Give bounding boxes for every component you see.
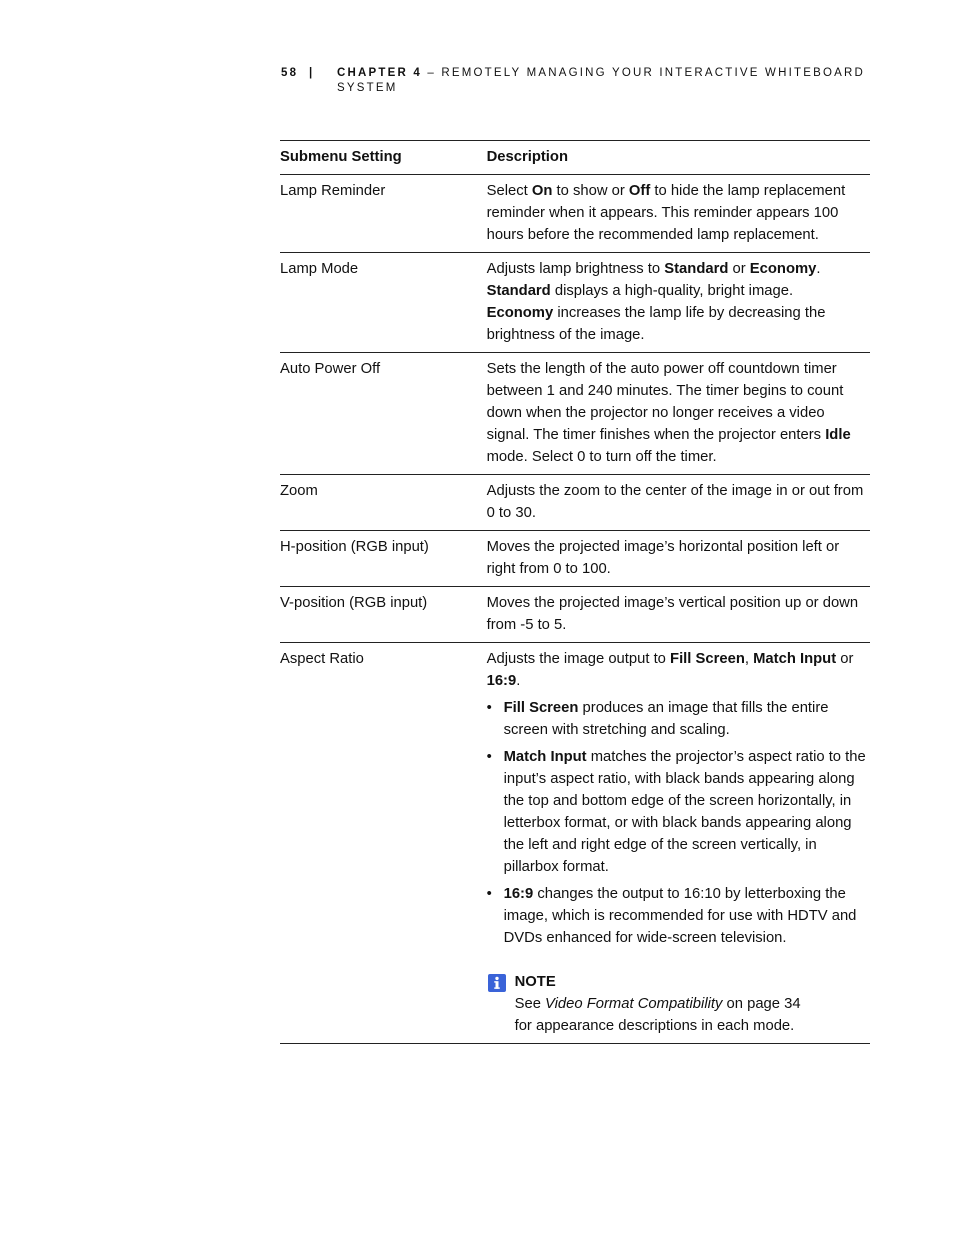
text: produces an image that fills the entire screen with stretching and scaling. (503, 700, 829, 738)
chapter-title (337, 66, 877, 96)
bold-term: Economy (749, 261, 817, 277)
setting-cell: Lamp Reminder (280, 175, 487, 253)
text: Sets the length of the auto power off countdown timer between 1 and 240 minutes. The timer begins to count down when the projector no longer receives a video signal. The timer finishes when the projector enters (486, 361, 844, 443)
note-title: NOTE (514, 974, 556, 990)
text: to show or (552, 183, 629, 199)
setting-cell: Zoom (280, 475, 487, 531)
description-cell: Moves the projected image’s horizontal position left or right from 0 to 100. (487, 531, 870, 587)
setting-cell: Lamp Mode (280, 253, 487, 353)
text: for appearance descriptions in each mode. (514, 1018, 795, 1034)
description-cell: Adjusts the zoom to the center of the image in or out from 0 to 30. (487, 475, 870, 531)
chapter-title-text: – REMOTELY MANAGING YOUR INTERACTIVE WHITEBOARD SYSTEM (337, 67, 865, 94)
bold-term: Match Input (503, 749, 587, 765)
text: matches the projector’s aspect ratio to the input’s aspect ratio, with black bands appearing along the top and bottom edge of the screen horizontally, in letterbox format, or with black bands appearing along the left and right edge of the screen vertically, in pillarbox format. (503, 749, 866, 875)
header-separator: | (309, 67, 315, 79)
description-cell (487, 253, 870, 353)
table-row (280, 587, 870, 643)
note-box (487, 971, 870, 1037)
table-row (280, 531, 870, 587)
column-header-description: Description (487, 141, 870, 175)
text: increases the lamp life by decreasing the brightness of the image. (486, 305, 826, 343)
bold-term: Standard (664, 261, 729, 277)
text: or (728, 261, 750, 277)
bold-term: Fill Screen (670, 651, 745, 667)
cross-reference: Video Format Compatibility (545, 996, 723, 1012)
bullet: • (486, 700, 492, 716)
text: on page 34 (722, 996, 801, 1012)
bullet: • (486, 886, 492, 902)
description-cell (487, 175, 870, 253)
setting-cell: Aspect Ratio (280, 643, 487, 1044)
setting-cell: H-position (RGB input) (280, 531, 487, 587)
column-header-setting: Submenu Setting (280, 141, 487, 175)
text: mode. Select 0 to turn off the timer. (486, 449, 717, 465)
text: . (516, 673, 521, 689)
list-item (487, 697, 870, 741)
description-cell: Moves the projected image’s vertical position up or down from -5 to 5. (487, 587, 870, 643)
text: . (816, 261, 821, 277)
description-cell (487, 643, 870, 1044)
text: or (836, 651, 854, 667)
bold-term: Off (628, 183, 651, 199)
bullet: • (486, 749, 492, 765)
table-row (280, 253, 870, 353)
text: , (744, 651, 754, 667)
table-row (280, 175, 870, 253)
chapter-label: CHAPTER 4 (337, 67, 422, 79)
aspect-ratio-options-list (487, 697, 870, 949)
text: Adjusts the image output to (486, 651, 671, 667)
text: Select (486, 183, 532, 199)
table-header-row (280, 141, 870, 175)
bold-term: Economy (486, 305, 554, 321)
text: to hide the lamp replacement reminder when it appears. This reminder appears 100 hours before the recommended lamp replacement. (486, 183, 846, 243)
setting-cell: V-position (RGB input) (280, 587, 487, 643)
table-row (280, 643, 870, 1044)
text: See (514, 996, 546, 1012)
setting-cell: Auto Power Off (280, 353, 487, 475)
bold-term: Standard (486, 283, 551, 299)
text: Adjusts lamp brightness to (486, 261, 665, 277)
info-icon (488, 974, 506, 992)
text: displays a high-quality, bright image. (550, 283, 794, 299)
bold-term: 16:9 (503, 886, 534, 902)
table-row (280, 475, 870, 531)
list-item (487, 746, 870, 878)
bold-term: Fill Screen (503, 700, 579, 716)
table-row (280, 353, 870, 475)
text: changes the output to 16:10 by letterboxing the image, which is recommended for use with HDTV and DVDs enhanced for wide-screen television. (503, 886, 857, 946)
bold-term: Match Input (753, 651, 837, 667)
bold-term: On (531, 183, 553, 199)
submenu-settings-table (280, 140, 870, 1044)
note-text (515, 993, 870, 1037)
description-cell (487, 353, 870, 475)
list-item (487, 883, 870, 949)
bold-term: Idle (825, 427, 851, 443)
bold-term: 16:9 (486, 673, 517, 689)
page-number: 58 (281, 67, 299, 79)
aspect-ratio-intro (487, 648, 870, 692)
